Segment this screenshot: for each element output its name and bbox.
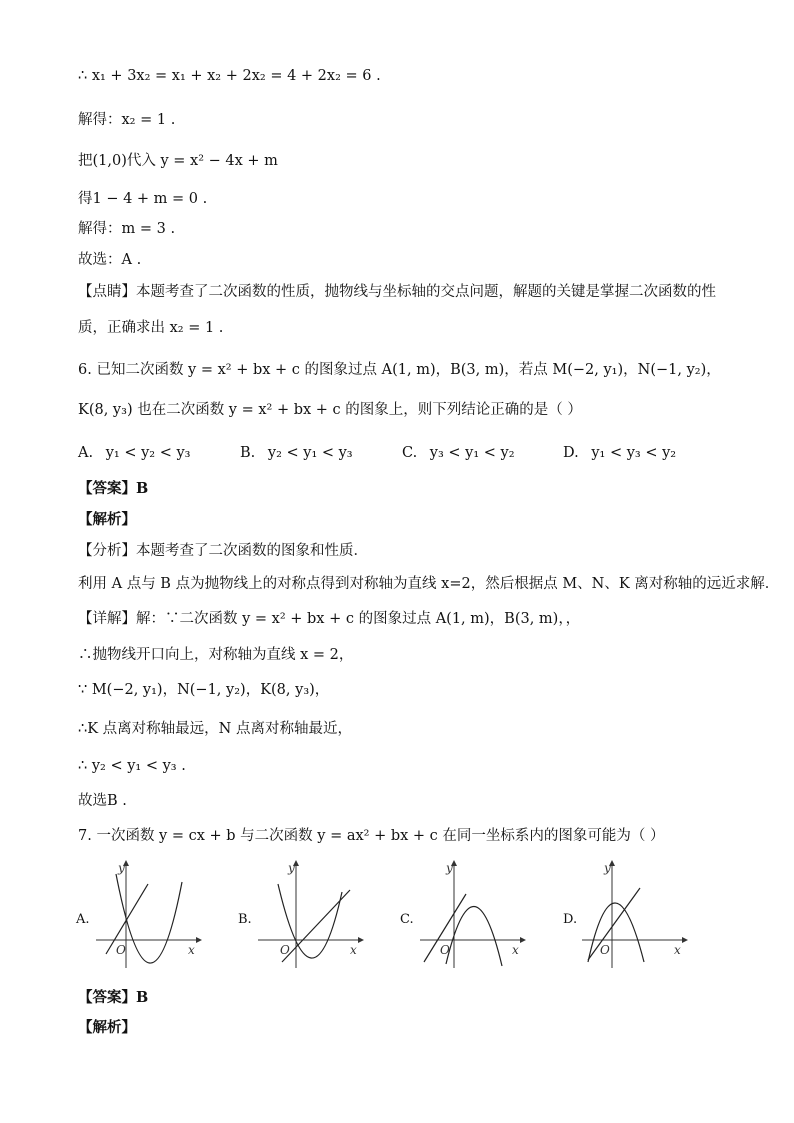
graph-c — [416, 858, 526, 970]
x-axis-label: x — [512, 943, 519, 957]
x-axis-label: x — [188, 943, 195, 957]
answer-heading: 【答案】B — [78, 480, 149, 497]
analysis-line: 利用 A 点与 B 点为抛物线上的对称点得到对称轴为直线 x=2，然后根据点 M、N、K 离对称轴的远近求解． — [78, 576, 780, 592]
detail-line: ∴ y₂ < y₁ < y₃ . — [78, 758, 186, 774]
detail-line: ∴抛物线开口向上，对称轴为直线 x = 2， — [78, 647, 354, 663]
option-b: B. y₂ < y₁ < y₃ — [240, 445, 353, 461]
graph-c-label: C. — [400, 912, 414, 927]
y-axis-label: y — [118, 861, 125, 875]
y-axis-label: y — [446, 861, 453, 875]
solution-line: 解得：m = 3 . — [78, 221, 176, 237]
solution-line: 把(1,0)代入 y = x² − 4x + m — [78, 153, 278, 169]
origin-label: O — [116, 943, 126, 957]
graph-d-label: D. — [563, 912, 578, 927]
graph-b — [254, 858, 364, 970]
origin-label: O — [280, 943, 290, 957]
x-axis-label: x — [674, 943, 681, 957]
question-7-stem: 7. 一次函数 y = cx + b 与二次函数 y = ax² + bx + c 在同一坐标系内的图象可能为（ ） — [78, 828, 665, 844]
analysis-heading: 【解析】 — [78, 1019, 136, 1036]
graph-a-label: A. — [76, 912, 90, 927]
option-c: C. y₃ < y₁ < y₂ — [402, 445, 515, 461]
analysis-heading: 【解析】 — [78, 511, 136, 528]
question-6-stem: K(8, y₃) 也在二次函数 y = x² + bx + c 的图象上，则下列结论正确的是（ ） — [78, 402, 582, 418]
solution-line: 故选：A . — [78, 252, 142, 268]
solution-line: 得1 − 4 + m = 0 . — [78, 191, 208, 207]
detail-line: 【详解】解：∵二次函数 y = x² + bx + c 的图象过点 A(1, m)，B(3, m)，， — [78, 611, 581, 627]
graph-b-label: B. — [238, 912, 252, 927]
question-6-stem: 6. 已知二次函数 y = x² + bx + c 的图象过点 A(1, m)，B(3, m)，若点 M(−2, y₁)，N(−1, y₂)， — [78, 362, 721, 378]
detail-line: 故选B . — [78, 793, 127, 809]
x-axis-label: x — [350, 943, 357, 957]
comment-line: 【点睛】本题考查了二次函数的性质，抛物线与坐标轴的交点问题，解题的关键是掌握二次函数的性 — [78, 284, 716, 300]
option-a: A. y₁ < y₂ < y₃ — [78, 445, 191, 461]
origin-label: O — [440, 943, 450, 957]
option-d: D. y₁ < y₃ < y₂ — [563, 445, 677, 461]
y-axis-label: y — [288, 861, 295, 875]
solution-line: ∴ x₁ + 3x₂ = x₁ + x₂ + 2x₂ = 4 + 2x₂ = 6 . — [78, 68, 381, 84]
graph-d — [578, 858, 688, 970]
solution-line: 解得：x₂ = 1 . — [78, 112, 176, 128]
analysis-line: 【分析】本题考查了二次函数的图象和性质． — [78, 543, 368, 559]
comment-line: 质，正确求出 x₂ = 1 . — [78, 320, 224, 336]
origin-label: O — [600, 943, 610, 957]
graph-a — [92, 858, 202, 970]
y-axis-label: y — [604, 861, 611, 875]
detail-line: ∵ M(−2, y₁)，N(−1, y₂)，K(8, y₃)， — [78, 682, 330, 698]
answer-heading: 【答案】B — [78, 989, 149, 1006]
detail-line: ∴K 点离对称轴最远，N 点离对称轴最近， — [78, 721, 352, 737]
